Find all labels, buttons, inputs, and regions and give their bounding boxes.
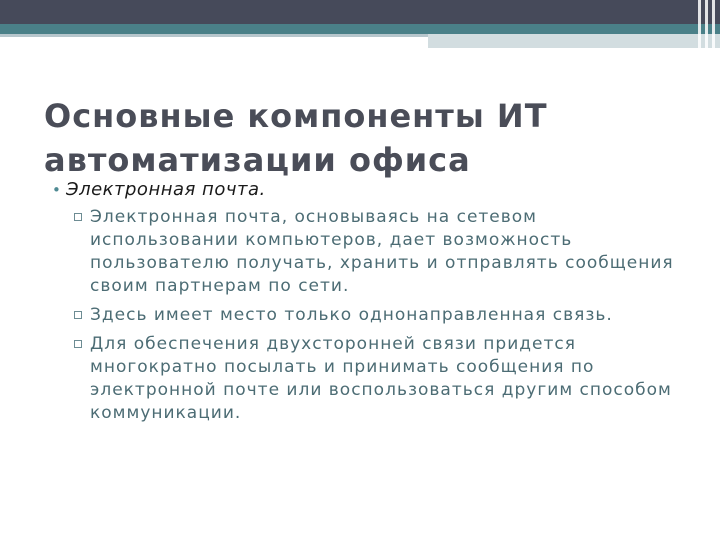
bullet-item bbox=[52, 178, 692, 202]
header-band-teal bbox=[0, 24, 720, 34]
header-band-light-right bbox=[428, 34, 720, 48]
square-bullet-icon bbox=[74, 311, 82, 319]
sub-bullet-list bbox=[52, 206, 692, 425]
slide-title: Основные компоненты ИТ автоматизации офиса bbox=[44, 97, 548, 179]
sub-bullet-item bbox=[52, 333, 692, 425]
bullet-text: Электронная почта. bbox=[66, 179, 266, 200]
header-band-dark bbox=[0, 0, 720, 24]
square-bullet-icon bbox=[74, 340, 82, 348]
square-bullet-icon bbox=[74, 213, 82, 221]
bullet-dot-icon: • bbox=[52, 181, 62, 199]
header-band-light bbox=[0, 34, 428, 37]
sub-bullet-item bbox=[52, 206, 692, 298]
header-stripes bbox=[694, 0, 720, 48]
sub-bullet-text: Электронная почта, основываясь на сетевом использовании компьютеров, дает возможность пользователю получать, хранить и отправлять сообщения своим партнерам по сети. bbox=[90, 207, 674, 296]
sub-bullet-item bbox=[52, 304, 692, 327]
slide-body bbox=[52, 178, 692, 431]
sub-bullet-text: Для обеспечения двухсторонней связи придется многократно посылать и принимать сообщения по электронной почте или воспользоваться другим способом коммуникации. bbox=[90, 334, 672, 423]
sub-bullet-text: Здесь имеет место только однонаправленная связь. bbox=[90, 305, 613, 325]
